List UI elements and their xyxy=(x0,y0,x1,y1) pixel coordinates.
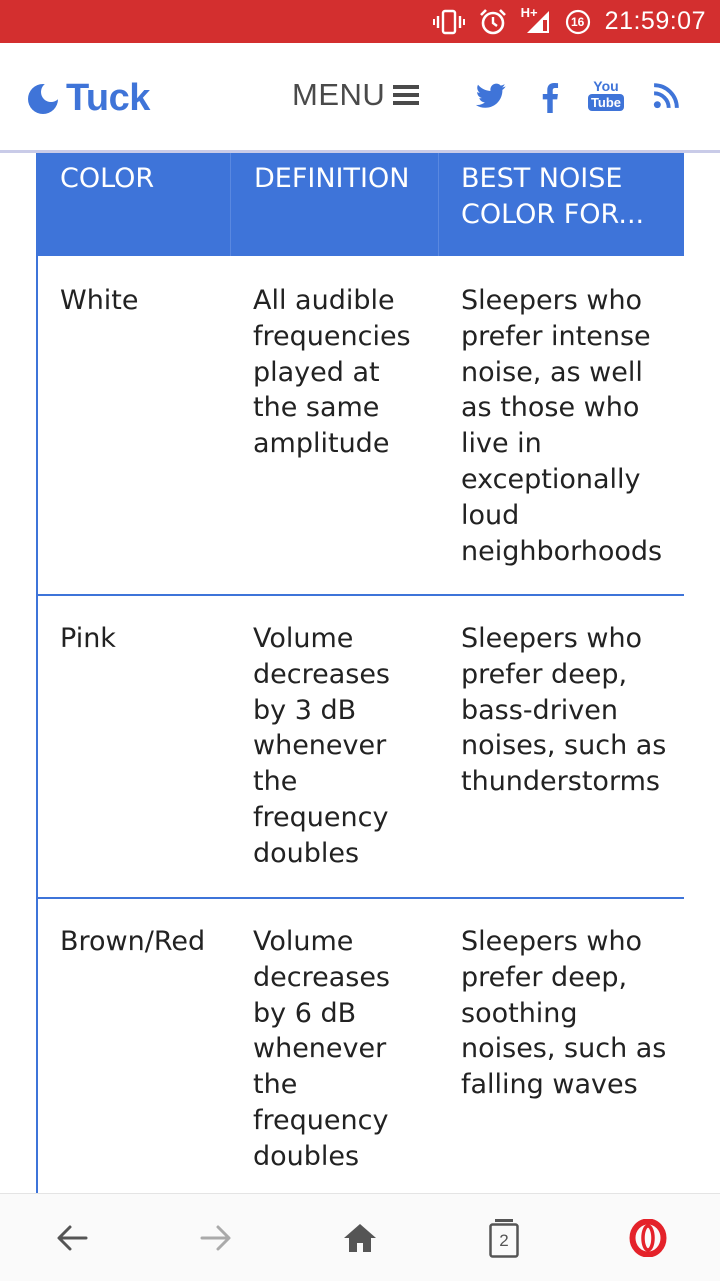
row-white-best-for: Sleepers who prefer intense noise, as well as those who live in exceptionally loud neighborhoods xyxy=(461,285,663,567)
youtube-you-text: You xyxy=(593,78,619,94)
back-button[interactable] xyxy=(40,1194,104,1281)
vibrate-icon xyxy=(433,9,465,35)
home-icon xyxy=(343,1223,377,1253)
table-left-border xyxy=(36,256,38,1193)
header-divider xyxy=(230,153,231,256)
header-best-for: BEST NOISE COLOR FOR... xyxy=(461,163,645,230)
back-icon xyxy=(56,1224,88,1252)
site-header xyxy=(0,43,720,153)
network-type-label: H+ xyxy=(520,4,538,20)
row-pink-definition: Volume decreases by 3 dB whenever the frequency doubles xyxy=(253,623,391,869)
rss-icon[interactable] xyxy=(650,83,682,109)
home-button[interactable] xyxy=(328,1194,392,1281)
row-white-definition: All audible frequencies played at the same amplitude xyxy=(253,285,411,460)
facebook-icon[interactable] xyxy=(536,83,564,113)
row-white-color: White xyxy=(60,285,139,316)
noise-color-table xyxy=(36,153,684,1193)
notification-count: 16 xyxy=(570,14,585,29)
header-definition: DEFINITION xyxy=(254,163,410,194)
status-time: 21:59:07 xyxy=(604,7,706,35)
alarm-icon xyxy=(479,8,507,36)
menu-button[interactable] xyxy=(292,77,419,113)
menu-label: MENU xyxy=(292,77,386,112)
forward-icon xyxy=(200,1224,232,1252)
signal-icon xyxy=(520,4,551,35)
header-divider xyxy=(438,153,439,256)
row-divider xyxy=(36,594,684,596)
hamburger-icon xyxy=(393,85,419,105)
tab-count: 2 xyxy=(499,1230,509,1250)
table-header xyxy=(36,153,684,256)
notification-badge-icon xyxy=(565,9,591,35)
row-brown-red-definition: Volume decreases by 6 dB whenever the frequency doubles xyxy=(253,926,391,1172)
status-bar xyxy=(0,0,720,43)
browser-bottom-nav xyxy=(0,1193,720,1281)
opera-menu-button[interactable] xyxy=(616,1194,680,1281)
row-divider xyxy=(36,897,684,899)
forward-button[interactable] xyxy=(184,1194,248,1281)
youtube-tube-text: Tube xyxy=(588,94,624,111)
header-color: COLOR xyxy=(60,163,155,194)
twitter-icon[interactable] xyxy=(474,83,508,109)
tabs-icon xyxy=(489,1218,519,1258)
logo-text: Tuck xyxy=(66,77,150,119)
opera-icon xyxy=(629,1219,667,1257)
youtube-icon[interactable] xyxy=(588,79,624,111)
site-logo[interactable] xyxy=(26,77,150,120)
tabs-button[interactable] xyxy=(472,1194,536,1281)
row-brown-red-best-for: Sleepers who prefer deep, soothing noises, such as falling waves xyxy=(461,926,667,1101)
moon-logo-icon xyxy=(26,82,60,116)
row-pink-color: Pink xyxy=(60,623,116,654)
row-pink-best-for: Sleepers who prefer deep, bass-driven noises, such as thunderstorms xyxy=(461,623,667,798)
row-brown-red-color: Brown/Red xyxy=(60,926,206,957)
